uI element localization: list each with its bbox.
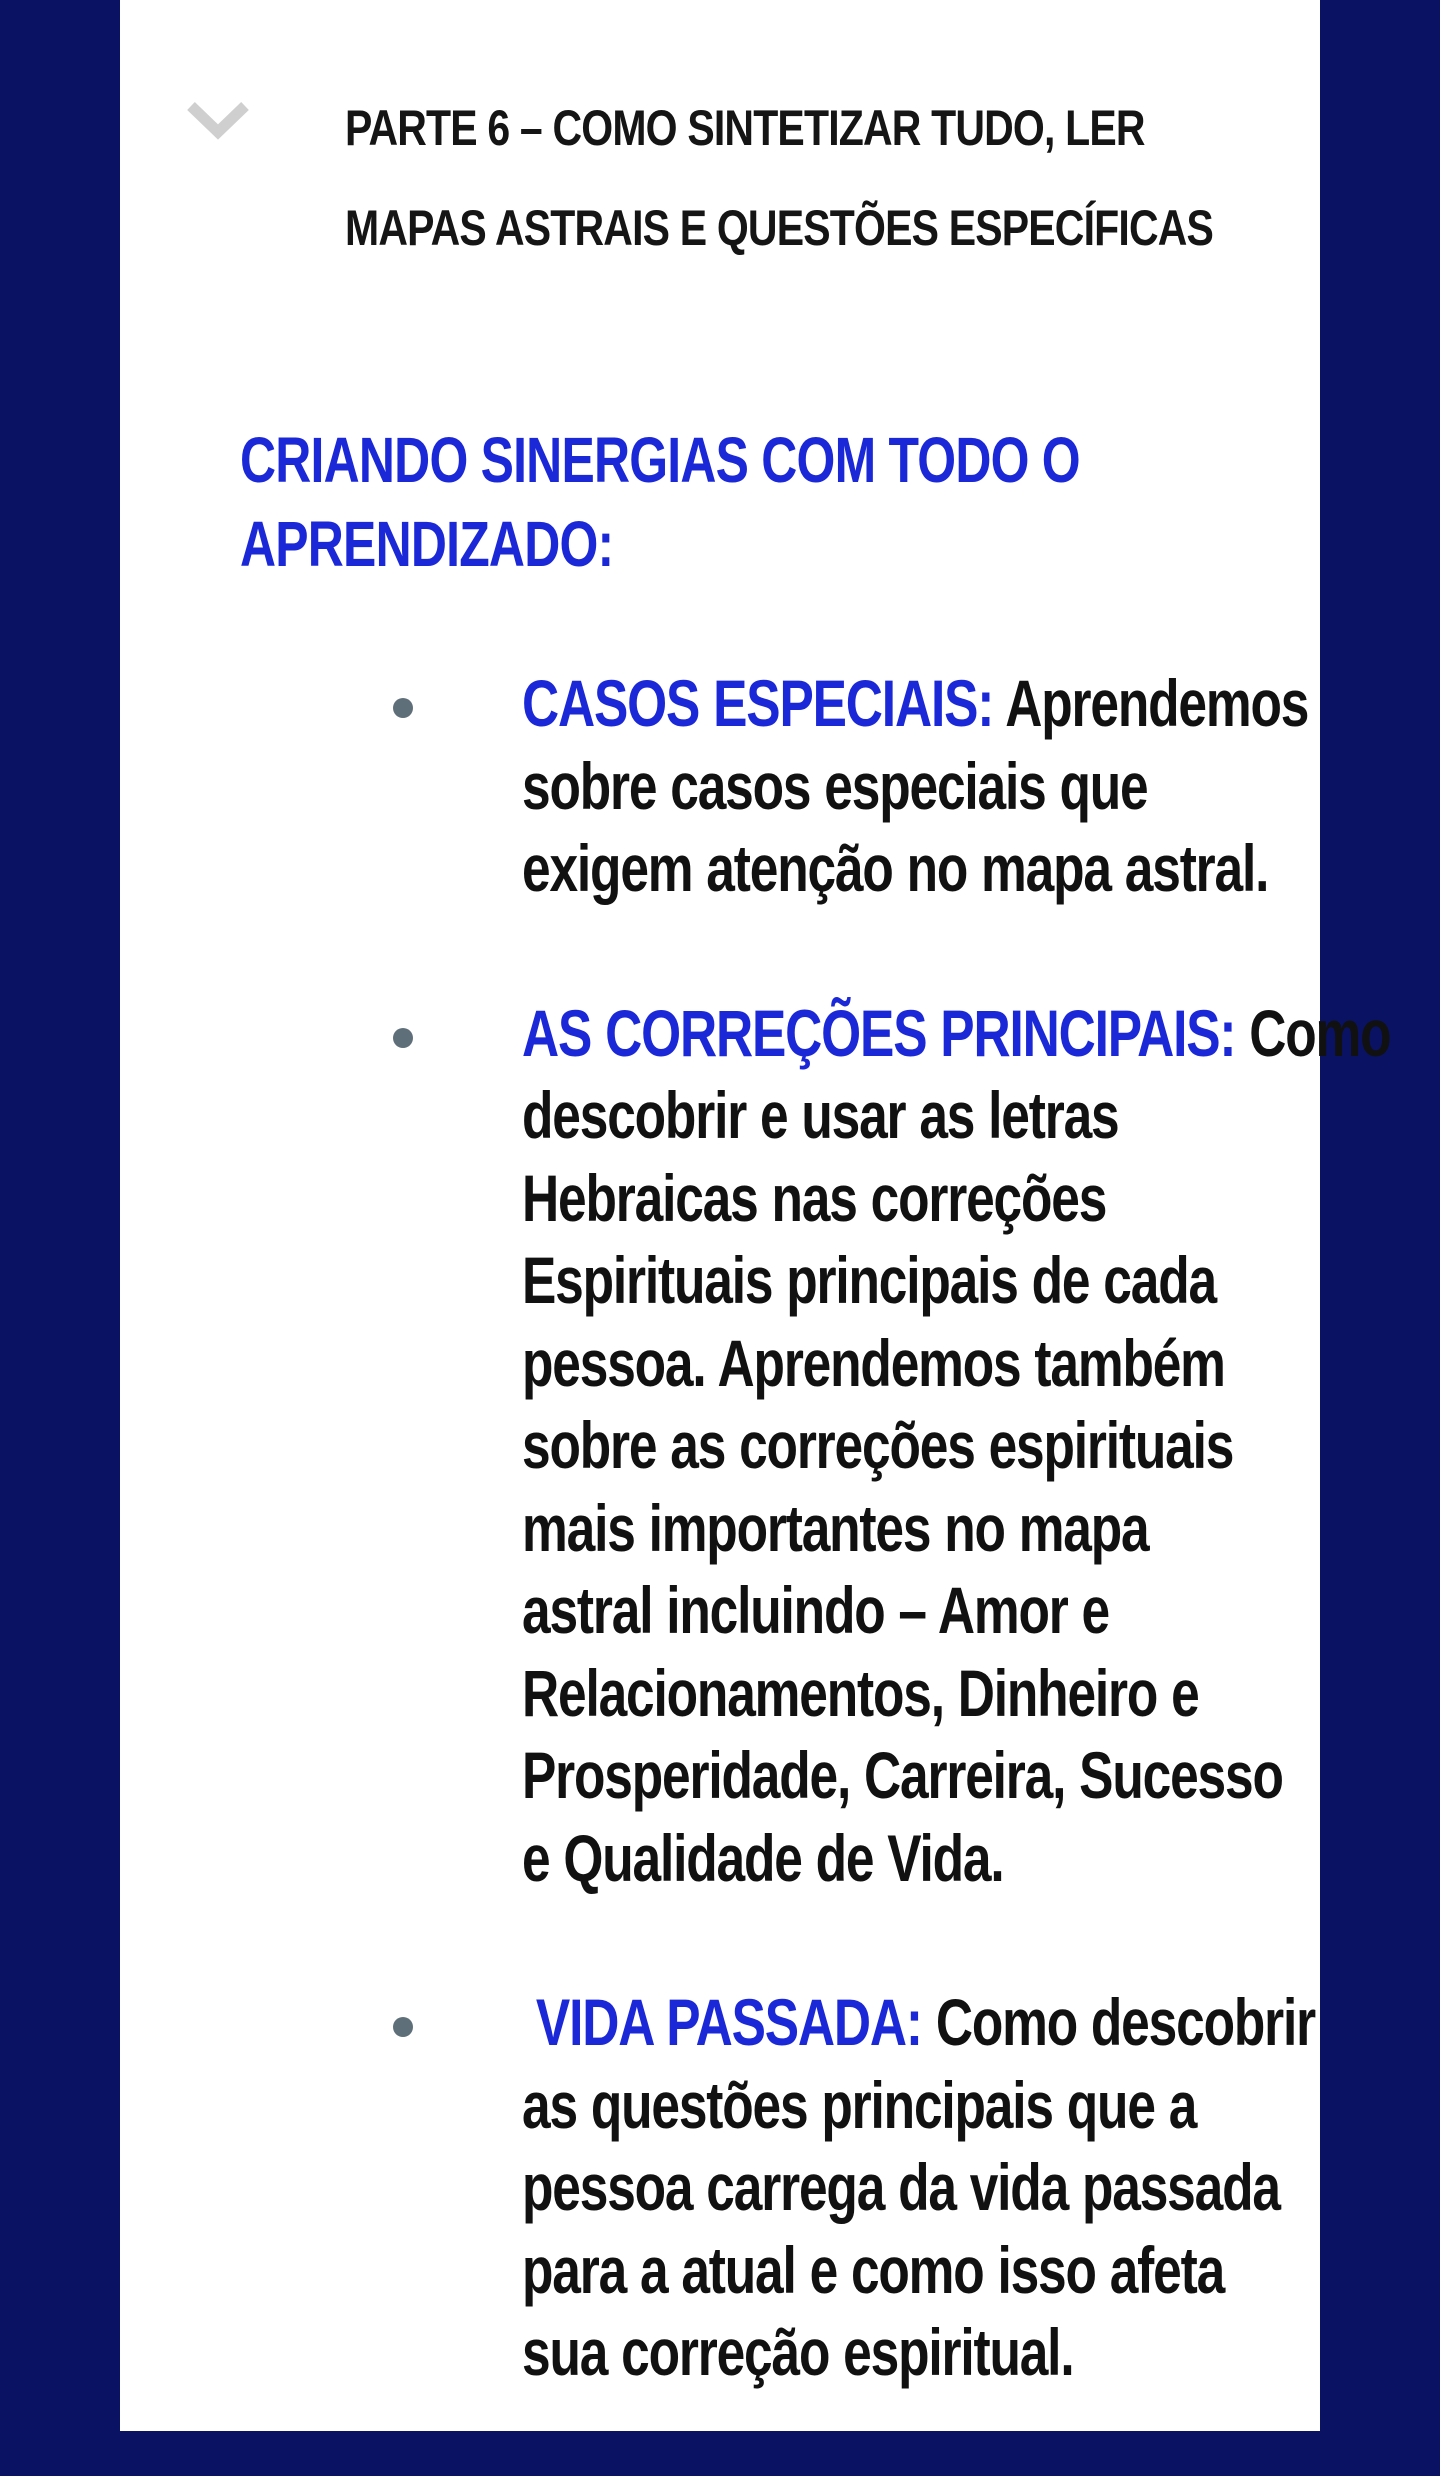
feature-line (522, 662, 1309, 745)
feature-line: as questões principais que a (522, 2067, 1197, 2142)
feature-line: sobre as correções espirituais (522, 1408, 1234, 1482)
feature-text (522, 992, 1391, 1900)
section-heading-line-2: APRENDIZADO: (240, 508, 614, 580)
feature-line-text: Como descobrir (921, 1985, 1315, 2059)
feature-line: Hebraicas nas correções (522, 1160, 1107, 1235)
feature-line: pessoa carrega da vida passada (522, 2150, 1280, 2224)
feature-text (522, 1981, 1315, 2394)
feature-line: pessoa. Aprendemos também (522, 1325, 1225, 1400)
bullet-icon (393, 2017, 413, 2037)
feature-label: AS CORREÇÕES PRINCIPAIS: (522, 995, 1236, 1070)
bullet-icon (393, 698, 413, 718)
list-item (400, 662, 1309, 910)
feature-line: sobre casos especiais que (522, 748, 1148, 823)
accordion-title-line-2: MAPAS ASTRAIS E QUESTÕES ESPECÍFICAS (345, 200, 1214, 256)
feature-line (522, 992, 1391, 1075)
feature-line: exigem atenção no mapa astral. (522, 831, 1269, 905)
feature-line: e Qualidade de Vida. (522, 1820, 1004, 1895)
bullet-icon (393, 1028, 413, 1048)
accordion-title-line-1: PARTE 6 – COMO SINTETIZAR TUDO, LER (345, 100, 1145, 156)
feature-line: Prosperidade, Carreira, Sucesso (522, 1738, 1283, 1812)
section-heading-line-1: CRIANDO SINERGIAS COM TODO O (240, 424, 1080, 496)
feature-line-text: Como (1235, 995, 1391, 1070)
feature-line: Espirituais principais de cada (522, 1243, 1216, 1317)
content-panel (120, 0, 1391, 2431)
feature-line (522, 1981, 1315, 2064)
feature-line: para a atual e como isso afeta (522, 2232, 1225, 2307)
feature-label: CASOS ESPECIAIS: (522, 666, 994, 740)
feature-line-text: Aprendemos (993, 666, 1309, 740)
feature-text (522, 662, 1309, 910)
feature-line: descobrir e usar as letras (522, 1078, 1119, 1152)
feature-label: VIDA PASSADA: (522, 1985, 922, 2059)
list-item (400, 1981, 1315, 2394)
section-heading (240, 418, 1238, 586)
feature-line: astral incluindo – Amor e (522, 1573, 1110, 1647)
list-item (400, 992, 1391, 1900)
chevron-down-icon[interactable] (185, 100, 251, 140)
feature-line: mais importantes no mapa (522, 1490, 1149, 1565)
feature-list (400, 662, 1391, 2476)
accordion-title[interactable] (345, 78, 1304, 278)
feature-line: sua correção espiritual. (522, 2315, 1074, 2389)
feature-line: Relacionamentos, Dinheiro e (522, 1655, 1199, 1730)
